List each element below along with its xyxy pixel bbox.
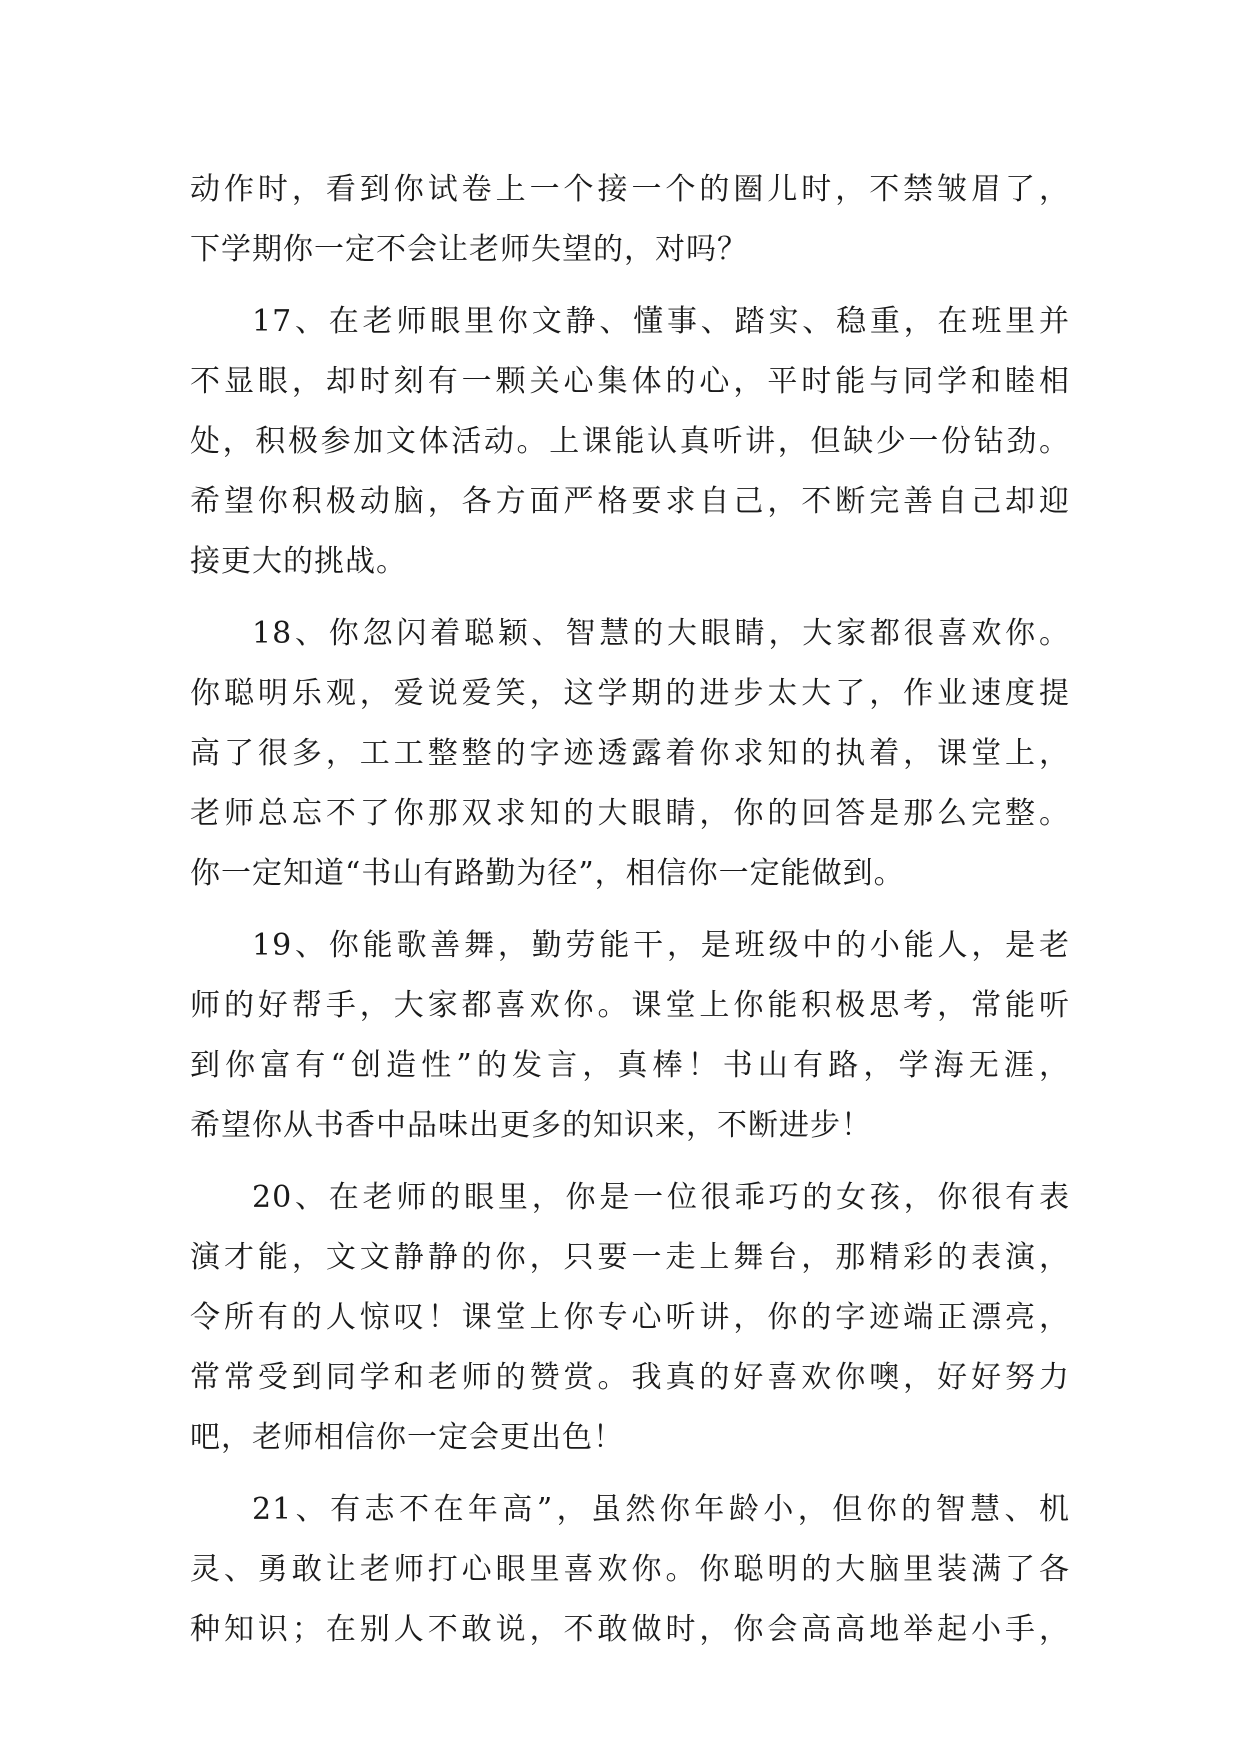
paragraph-19 xyxy=(190,916,1070,1156)
text-line: 动作时，看到你试卷上一个接一个的圈儿时，不禁皱眉了， xyxy=(190,172,1070,207)
paragraph-17 xyxy=(190,292,1070,592)
text-line: 不显眼，却时刻有一颗关心集体的心，平时能与同学和睦相 xyxy=(190,364,1070,399)
text-line: 20、在老师的眼里，你是一位很乖巧的女孩，你很有表 xyxy=(252,1180,1070,1215)
paragraph-20 xyxy=(190,1168,1070,1468)
text-line: 老师总忘不了你那双求知的大眼睛，你的回答是那么完整。 xyxy=(190,796,1070,831)
text-line: 处，积极参加文体活动。上课能认真听讲，但缺少一份钻劲。 xyxy=(190,424,1070,459)
text-line: 到你富有“创造性”的发言，真棒！书山有路，学海无涯， xyxy=(190,1048,1070,1083)
text-line: 师的好帮手，大家都喜欢你。课堂上你能积极思考，常能听 xyxy=(190,988,1070,1023)
text-line: 接更大的挑战。 xyxy=(190,544,407,579)
text-line: 你一定知道“书山有路勤为径”，相信你一定能做到。 xyxy=(190,856,905,891)
text-line: 希望你积极动脑，各方面严格要求自己，不断完善自己却迎 xyxy=(190,484,1070,519)
text-line: 希望你从书香中品味出更多的知识来，不断进步！ xyxy=(190,1108,872,1143)
text-line: 吧，老师相信你一定会更出色！ xyxy=(190,1420,624,1455)
text-line: 种知识；在别人不敢说，不敢做时，你会高高地举起小手， xyxy=(190,1612,1070,1647)
text-line: 令所有的人惊叹！课堂上你专心听讲，你的字迹端正漂亮， xyxy=(190,1300,1070,1335)
document-body xyxy=(190,160,1070,1660)
text-line: 高了很多，工工整整的字迹透露着你求知的执着，课堂上， xyxy=(190,736,1070,771)
text-line: 常常受到同学和老师的赞赏。我真的好喜欢你噢，好好努力 xyxy=(190,1360,1070,1395)
paragraph-16-continuation xyxy=(190,160,1070,280)
text-line: 19、你能歌善舞，勤劳能干，是班级中的小能人，是老 xyxy=(252,928,1070,963)
text-line: 演才能，文文静静的你，只要一走上舞台，那精彩的表演， xyxy=(190,1240,1070,1275)
paragraph-18 xyxy=(190,604,1070,904)
text-line: 17、在老师眼里你文静、懂事、踏实、稳重，在班里并 xyxy=(252,304,1070,339)
text-line: 21、有志不在年高”，虽然你年龄小，但你的智慧、机 xyxy=(252,1492,1070,1527)
text-line: 下学期你一定不会让老师失望的，对吗？ xyxy=(190,232,748,267)
text-line: 灵、勇敢让老师打心眼里喜欢你。你聪明的大脑里装满了各 xyxy=(190,1552,1070,1587)
text-line: 18、你忽闪着聪颖、智慧的大眼睛，大家都很喜欢你。 xyxy=(252,616,1070,651)
text-line: 你聪明乐观，爱说爱笑，这学期的进步太大了，作业速度提 xyxy=(190,676,1070,711)
paragraph-21 xyxy=(190,1480,1070,1660)
